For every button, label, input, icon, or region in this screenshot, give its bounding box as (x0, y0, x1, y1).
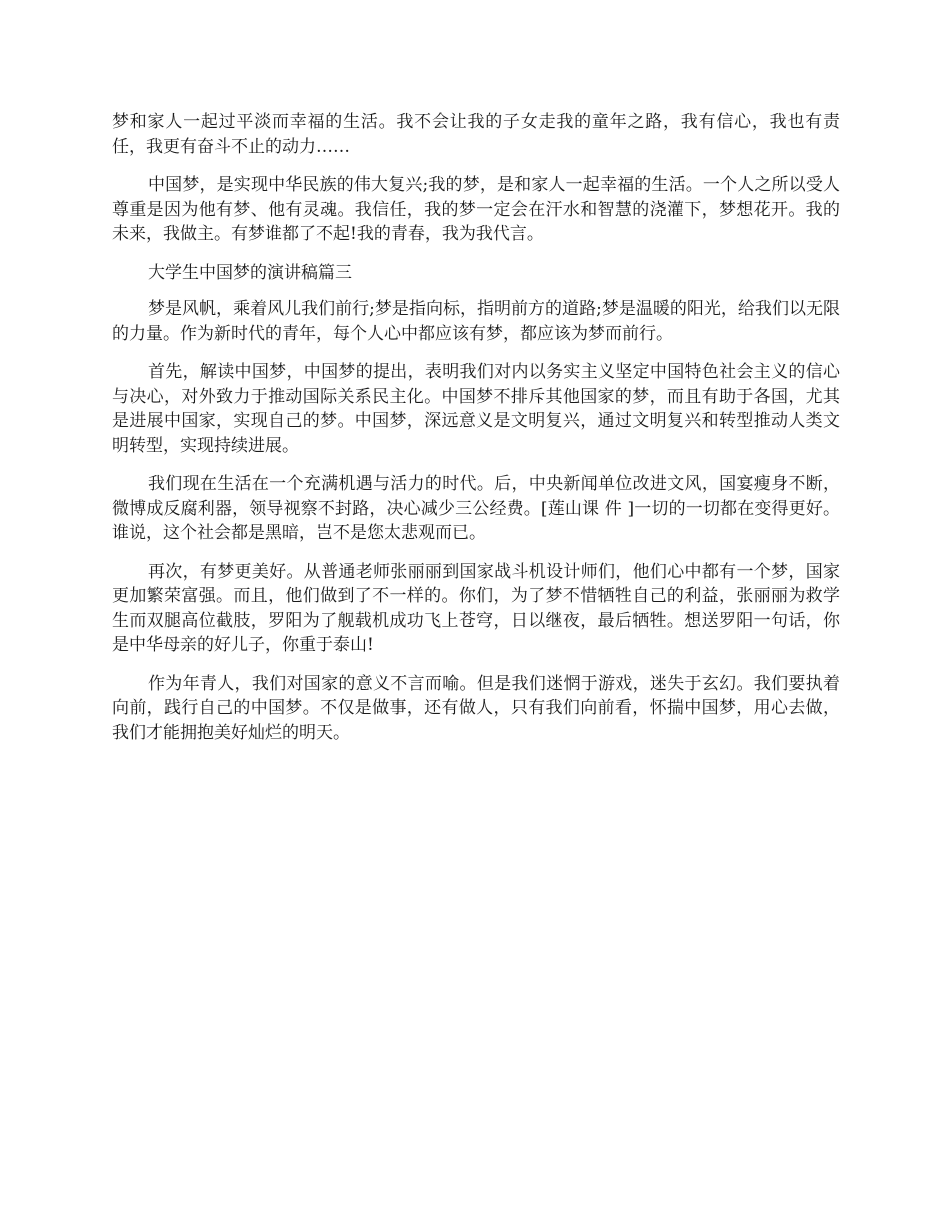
document-body (112, 110, 840, 759)
paragraph-5: 我们现在生活在一个充满机遇与活力的时代。后，中央新闻单位改进文风，国宴瘦身不断，微博成反腐利器，领导视察不封路，决心减少三公经费。[莲山课 件 ]一切的一切都在变得更好。谁说，这个社会都是黑暗，岂不是您太悲观而已。 (112, 474, 840, 543)
paragraph-4: 首先，解读中国梦，中国梦的提出，表明我们对内以务实主义坚定中国特色社会主义的信心与决心，对外致力于推动国际关系民主化。中国梦不排斥其他国家的梦，而且有助于各国，尤其是进展中国家，实现自己的梦。中国梦，深远意义是文明复兴，通过文明复兴和转型推动人类文明转型，实现持续进展。 (112, 362, 840, 456)
paragraph-1: 梦和家人一起过平淡而幸福的生活。我不会让我的子女走我的童年之路，我有信心，我也有责任，我更有奋斗不止的动力…… (112, 112, 840, 157)
paragraph-3: 梦是风帆，乘着风儿我们前行;梦是指向标，指明前方的道路;梦是温暖的阳光，给我们以无限的力量。作为新时代的青年，每个人心中都应该有梦，都应该为梦而前行。 (112, 299, 840, 344)
paragraph-6: 再次，有梦更美好。从普通老师张丽丽到国家战斗机设计师们，他们心中都有一个梦，国家更加繁荣富强。而且，他们做到了不一样的。你们，为了梦不惜牺牲自己的利益，张丽丽为救学生而双腿高位截肢，罗阳为了舰载机成功飞上苍穹，日以继夜，最后牺牲。想送罗阳一句话，你是中华母亲的好儿子，你重于泰山! (112, 561, 840, 655)
paragraph-2: 中国梦，是实现中华民族的伟大复兴;我的梦，是和家人一起幸福的生活。一个人之所以受人尊重是因为他有梦、他有灵魂。我信任，我的梦一定会在汗水和智慧的浇灌下，梦想花开。我的未来，我做主。有梦谁都了不起!我的青春，我为我代言。 (112, 175, 840, 244)
section-heading: 大学生中国梦的演讲稿篇三 (148, 262, 352, 283)
paragraph-7: 作为年青人，我们对国家的意义不言而喻。但是我们迷惘于游戏，迷失于玄幻。我们要执着向前，践行自己的中国梦。不仅是做事，还有做人，只有我们向前看，怀揣中国梦，用心去做，我们才能拥抱美好灿烂的明天。 (112, 673, 840, 743)
